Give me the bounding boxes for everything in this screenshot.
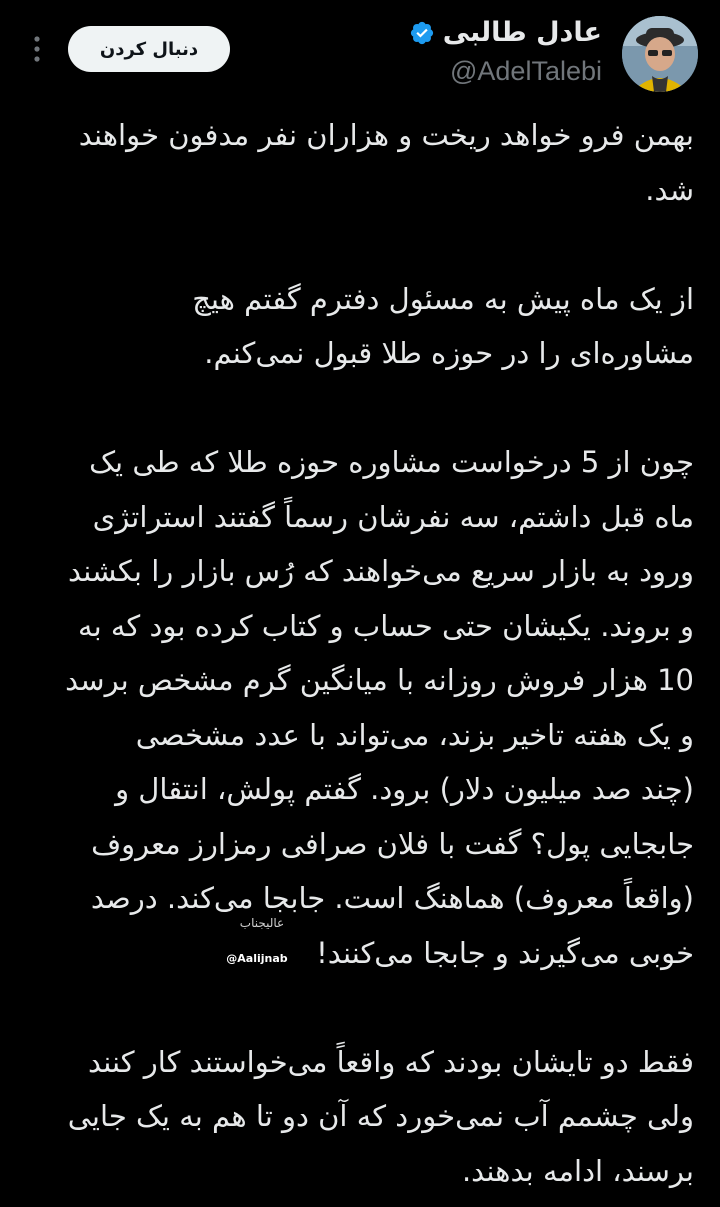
avatar-image [622, 16, 698, 92]
tweet-header [0, 0, 720, 110]
tweet-line: جابجایی پول؟ گفت با فلان صرافی رمزارز معروف [91, 826, 694, 861]
author-avatar[interactable] [622, 16, 698, 92]
line-break [22, 980, 694, 1035]
watermark-handle: @Aalijnab [226, 952, 288, 965]
more-options-icon[interactable] [22, 34, 52, 64]
tweet-line: (واقعاً معروف) هماهنگ است. جابجا می‌کند. درصد [90, 881, 694, 915]
author-info [409, 14, 602, 88]
tweet-text [22, 108, 694, 1198]
line-break [22, 381, 694, 436]
tweet-line: ماه قبل داشتم، سه نفرشان رسماً گفتند استراتژی [92, 499, 694, 534]
tweet-line: ورود به بازار سریع می‌خواهند که رُس بازار را بکشند [68, 554, 694, 588]
tweet-line: ولی چشمم آب نمی‌خورد که آن دو تا هم به یک جایی [67, 1099, 694, 1133]
tweet-line: برسند، ادامه بدهند. [461, 1153, 694, 1188]
author-handle[interactable]: @AdelTalebi [450, 56, 602, 86]
tweet-line: از یک ماه پیش به مسئول دفترم گفتم هیچ [192, 281, 694, 316]
author-name[interactable]: عادل طالبی [442, 17, 602, 48]
tweet-line: مشاوره‌ای را در حوزه طلا قبول نمی‌کنم. [204, 336, 694, 370]
line-break [22, 217, 694, 272]
watermark-logo: عالیجناب [239, 916, 285, 930]
tweet-line: و بروند. یکیشان حتی حساب و کتاب کرده بود که به [78, 608, 694, 643]
verified-badge-icon [409, 20, 435, 46]
tweet-line: بهمن فرو خواهد ریخت و هزاران نفر مدفون خواهند [78, 118, 694, 152]
tweet-line: چون از 5 درخواست مشاوره حوزه طلا که طی یک [89, 445, 694, 479]
author-name-row [409, 14, 602, 52]
tweet-line: فقط دو تایشان بودند که واقعاً می‌خواستند کار کنند [88, 1044, 694, 1079]
tweet-line: و یک هفته تاخیر بزند، می‌تواند با عدد مشخصی [135, 717, 694, 752]
tweet-line: شد. [645, 172, 694, 207]
tweet-line: 10 هزار فروش روزانه با میانگین گرم مشخص برسد [65, 663, 694, 697]
tweet-line: خوبی می‌گیرند و جابجا می‌کنند! [316, 935, 694, 970]
follow-button[interactable]: دنبال کردن [68, 26, 230, 72]
tweet-line: (چند صد میلیون دلار) برود. گفتم پولش، انتقال و [115, 772, 694, 806]
watermark [226, 912, 294, 976]
